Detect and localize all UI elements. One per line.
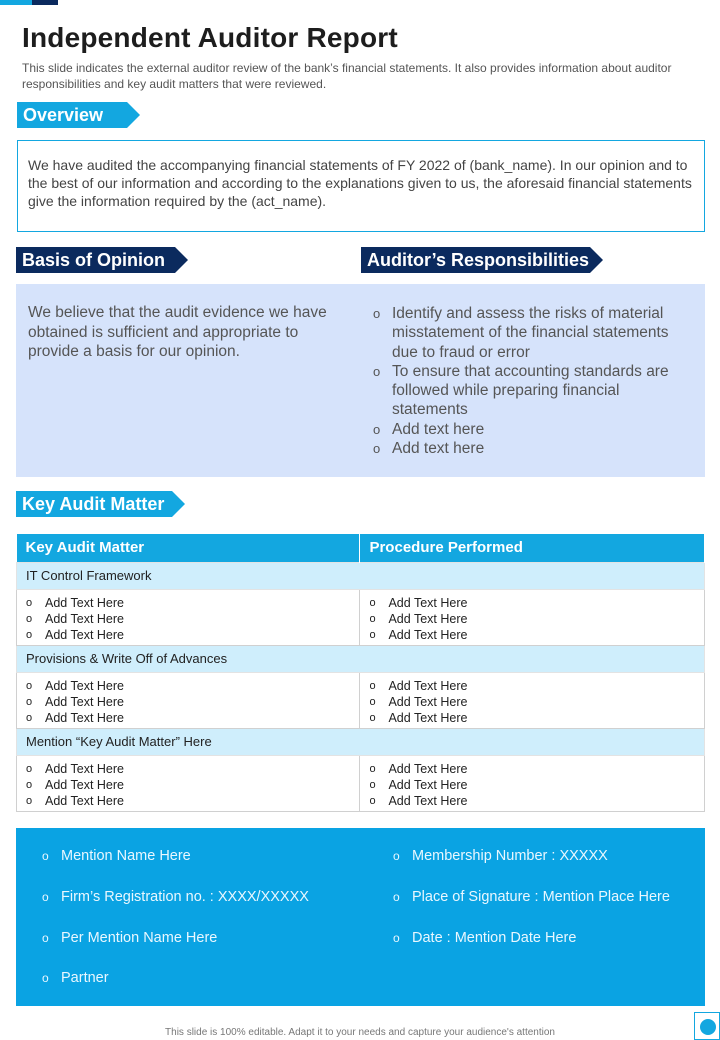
- list-item: o Add Text Here: [26, 678, 124, 693]
- bullet-icon: o: [26, 794, 33, 807]
- bullet-icon: o: [393, 849, 400, 863]
- table-row: [17, 589, 705, 645]
- list-item: o Add Text Here: [26, 777, 124, 792]
- bullet-icon: o: [42, 931, 49, 945]
- column-header-matter: Key Audit Matter: [17, 534, 360, 562]
- table-header-row: [17, 534, 705, 562]
- bullet-icon: o: [42, 971, 49, 985]
- bullet-icon: o: [373, 306, 381, 321]
- bullet-icon: o: [42, 849, 49, 863]
- table-cell: [360, 755, 705, 811]
- list-item: o Add Text Here: [369, 627, 468, 642]
- table-section-row: [17, 645, 705, 672]
- section-title: Mention “Key Audit Matter” Here: [17, 728, 705, 755]
- bullet-icon: o: [369, 596, 376, 609]
- list-item: o Add Text Here: [369, 710, 468, 725]
- basis-text: We believe that the audit evidence we have obtained is sufficient and appropriate to provide a basis for our opinion.: [28, 304, 327, 360]
- kam-heading: Key Audit Matter: [16, 491, 172, 517]
- signature-item: o Place of Signature : Mention Place Here: [393, 889, 670, 905]
- responsibilities-list: [370, 304, 690, 458]
- list-item: o Add Text Here: [26, 694, 124, 709]
- signature-item: o Firm’s Registration no. : XXXX/XXXXX: [42, 889, 309, 905]
- list-item: o Add Text Here: [26, 611, 124, 626]
- list-item: o Add Text Here: [369, 793, 468, 808]
- bullet-icon: o: [373, 441, 381, 457]
- bullet-icon: o: [26, 762, 33, 775]
- bullet-icon: o: [369, 695, 376, 708]
- bullet-icon: o: [26, 711, 33, 724]
- bullet-icon: o: [369, 778, 376, 791]
- list-item: o Add Text Here: [26, 595, 124, 610]
- bullet-icon: o: [393, 890, 400, 904]
- section-title: Provisions & Write Off of Advances: [17, 645, 705, 672]
- bullet-icon: o: [369, 612, 376, 625]
- signature-item: o Partner: [42, 970, 109, 986]
- signature-item: o Date : Mention Date Here: [393, 930, 577, 946]
- overview-heading: Overview: [17, 102, 127, 128]
- table-row: [17, 672, 705, 728]
- bullet-icon: o: [26, 695, 33, 708]
- kam-table: [16, 534, 705, 812]
- list-item: o Add Text Here: [369, 611, 468, 626]
- signature-item: o Per Mention Name Here: [42, 930, 218, 946]
- page-subtitle: This slide indicates the external auditor review of the bank’s financial statements. It also provides information about auditor responsibilities and key audit matters that were reviewed.: [22, 61, 672, 91]
- list-item: o Add Text Here: [369, 777, 468, 792]
- bullet-icon: o: [369, 679, 376, 692]
- footnote: This slide is 100% editable. Adapt it to your needs and capture your audience's attention: [165, 1027, 555, 1038]
- list-item: o Add Text Here: [369, 595, 468, 610]
- list-item: o Add Text Here: [26, 793, 124, 808]
- list-item: o Add Text Here: [26, 710, 124, 725]
- list-item: o Add Text Here: [26, 627, 124, 642]
- list-item: o Add Text Here: [369, 678, 468, 693]
- signature-item: o Membership Number : XXXXX: [393, 848, 608, 864]
- table-row: [17, 755, 705, 811]
- list-item: o Add Text Here: [369, 761, 468, 776]
- bullet-icon: o: [373, 421, 381, 437]
- bullet-icon: o: [26, 612, 33, 625]
- top-accent-bar-dark: [32, 0, 58, 5]
- column-header-procedure: Procedure Performed: [360, 534, 705, 562]
- table-cell: [17, 672, 360, 728]
- bullet-icon: o: [369, 628, 376, 641]
- table-cell: [17, 755, 360, 811]
- bullet-icon: o: [26, 596, 33, 609]
- list-item: o Add Text Here: [26, 761, 124, 776]
- bullet-icon: o: [26, 628, 33, 641]
- bullet-icon: o: [26, 778, 33, 791]
- list-item: o Identify and assess the risks of material misstatement of the financial statements due to fraud or error: [373, 305, 669, 361]
- bullet-icon: o: [393, 931, 400, 945]
- list-item: o To ensure that accounting standards are followed while preparing financial statements: [373, 362, 669, 419]
- table-cell: [17, 589, 360, 645]
- slide-marker-icon: [694, 1012, 720, 1040]
- bullet-icon: o: [373, 363, 381, 379]
- basis-heading: Basis of Opinion: [16, 247, 175, 273]
- bullet-icon: o: [42, 890, 49, 904]
- signature-item: o Mention Name Here: [42, 848, 191, 864]
- list-item: o Add text here: [373, 440, 485, 458]
- table-cell: [360, 589, 705, 645]
- page-title: Independent Auditor Report: [22, 22, 398, 53]
- bullet-icon: o: [26, 679, 33, 692]
- table-section-row: [17, 728, 705, 755]
- list-item: o Add Text Here: [369, 694, 468, 709]
- overview-box: [17, 140, 705, 232]
- table-cell: [360, 672, 705, 728]
- bullet-icon: o: [369, 762, 376, 775]
- responsibilities-heading: Auditor’s Responsibilities: [361, 247, 590, 273]
- bullet-icon: o: [369, 711, 376, 724]
- bullet-icon: o: [369, 794, 376, 807]
- overview-text: We have audited the accompanying financial statements of FY 2022 of (bank_name). In our opinion and to the best of our information and according to the explanations given to us, the aforesaid financial statements give the information required by the (act_name).: [28, 157, 692, 209]
- section-title: IT Control Framework: [17, 562, 705, 589]
- table-section-row: [17, 562, 705, 589]
- list-item: o Add text here: [373, 420, 485, 438]
